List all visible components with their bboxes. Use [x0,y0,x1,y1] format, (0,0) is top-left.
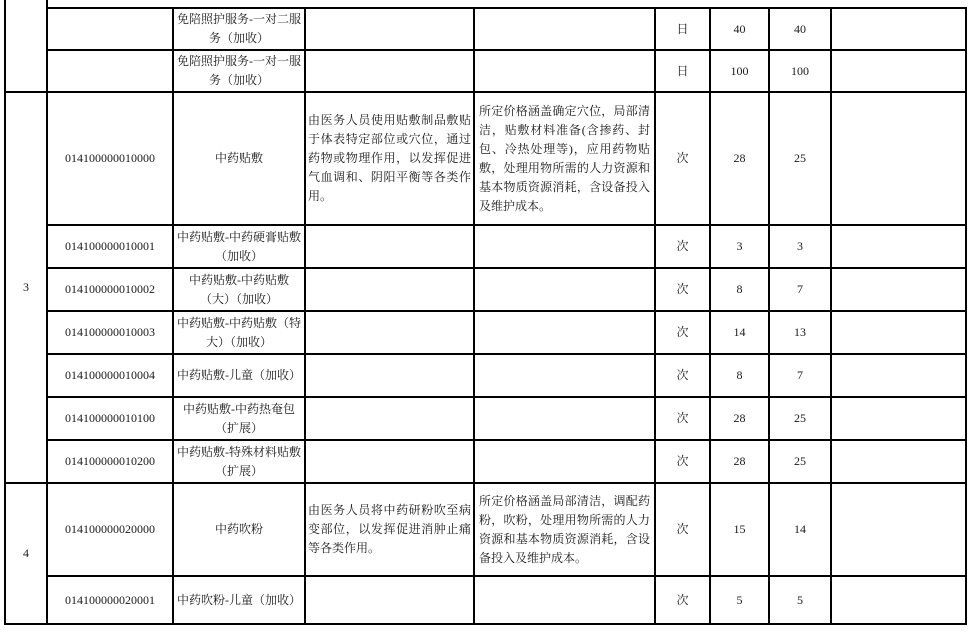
extra-cell [831,576,966,624]
price2-cell: 100 [769,50,831,92]
table-row [5,268,966,311]
price1-cell: 3 [710,225,769,268]
code-cell: 014100000010000 [47,92,173,225]
row-number-cell: 4 [5,483,47,624]
name-cell: 免陪照护服务-一对二服务（加收） [173,8,305,50]
name-cell: 中药贴敷-中药贴敷（大）（加收） [173,268,305,311]
code-cell [47,50,173,92]
name-cell: 中药贴敷-中药贴敷（特大）（加收） [173,311,305,354]
table-row [5,483,966,576]
price1-cell: 28 [710,397,769,440]
unit-cell: 次 [655,440,710,483]
price1-cell: 8 [710,268,769,311]
unit-cell: 次 [655,397,710,440]
price2-cell: 7 [769,268,831,311]
row-number-cell: 3 [5,92,47,483]
unit-cell: 日 [655,50,710,92]
price-scope-cell [474,397,655,440]
price2-cell: 3 [769,225,831,268]
price2-cell: 25 [769,440,831,483]
medical-service-price-table [4,7,967,625]
extra-cell [831,440,966,483]
table-row [5,354,966,397]
table-row [5,440,966,483]
extra-cell [831,225,966,268]
table-row [5,576,966,624]
description-cell [305,576,474,624]
name-cell: 中药贴敷-中药硬膏贴敷（加收） [173,225,305,268]
price2-cell: 5 [769,576,831,624]
price-scope-cell [474,268,655,311]
table-row [5,225,966,268]
name-cell: 中药吹粉-儿童（加收） [173,576,305,624]
description-cell [305,311,474,354]
extra-cell [831,268,966,311]
price-scope-cell [474,576,655,624]
code-cell: 014100000010003 [47,311,173,354]
table-row [5,50,966,92]
price-scope-cell [474,225,655,268]
price1-cell: 40 [710,8,769,50]
extra-cell [831,8,966,50]
table-row [5,92,966,225]
table-row [5,8,966,50]
description-cell: 由医务人员使用贴敷制品敷贴于体表特定部位或穴位，通过药物或物理作用，以发挥促进气血调和、阴阳平衡等各类作用。 [305,92,474,225]
description-cell [305,268,474,311]
table-row [5,311,966,354]
price-scope-cell [474,8,655,50]
code-cell: 014100000010001 [47,225,173,268]
unit-cell: 次 [655,483,710,576]
name-cell: 中药贴敷-儿童（加收） [173,354,305,397]
code-cell: 014100000010002 [47,268,173,311]
extra-cell [831,311,966,354]
unit-cell: 次 [655,225,710,268]
extra-cell [831,92,966,225]
price-scope-cell [474,440,655,483]
price-scope-cell [474,311,655,354]
price2-cell: 14 [769,483,831,576]
unit-cell: 日 [655,8,710,50]
price1-cell: 100 [710,50,769,92]
description-cell [305,397,474,440]
price-scope-cell: 所定价格涵盖局部清洁，调配药粉，吹粉，处理用物所需的人力资源和基本物质资源消耗，含设备投入及维护成本。 [474,483,655,576]
description-cell [305,354,474,397]
name-cell: 中药贴敷-特殊材料贴敷（扩展） [173,440,305,483]
code-cell: 014100000010200 [47,440,173,483]
description-cell [305,50,474,92]
price1-cell: 8 [710,354,769,397]
price1-cell: 15 [710,483,769,576]
extra-cell [831,483,966,576]
description-cell [305,440,474,483]
price2-cell: 25 [769,92,831,225]
price-scope-cell [474,50,655,92]
code-cell [47,8,173,50]
table-row [5,397,966,440]
price-scope-cell: 所定价格涵盖确定穴位，局部清洁，贴敷材料准备(含掺药、封包、冷热处理等)，应用药物贴敷，处理用物所需的人力资源和基本物质资源消耗，含设备投入及维护成本。 [474,92,655,225]
name-cell: 免陪照护服务-一对一服务（加收） [173,50,305,92]
unit-cell: 次 [655,311,710,354]
code-cell: 014100000020000 [47,483,173,576]
extra-cell [831,354,966,397]
price1-cell: 28 [710,440,769,483]
price1-cell: 28 [710,92,769,225]
unit-cell: 次 [655,92,710,225]
extra-cell [831,397,966,440]
price2-cell: 25 [769,397,831,440]
unit-cell: 次 [655,576,710,624]
price1-cell: 5 [710,576,769,624]
code-cell: 014100000010004 [47,354,173,397]
description-cell: 由医务人员将中药研粉吹至病变部位，以发挥促进消肿止痛等各类作用。 [305,483,474,576]
extra-cell [831,50,966,92]
unit-cell: 次 [655,268,710,311]
code-cell: 014100000010100 [47,397,173,440]
description-cell [305,225,474,268]
price2-cell: 7 [769,354,831,397]
code-cell: 014100000020001 [47,576,173,624]
name-cell: 中药吹粉 [173,483,305,576]
row-number-cell [5,8,47,92]
name-cell: 中药贴敷-中药热奄包（扩展） [173,397,305,440]
price1-cell: 14 [710,311,769,354]
price2-cell: 40 [769,8,831,50]
name-cell: 中药贴敷 [173,92,305,225]
unit-cell: 次 [655,354,710,397]
price-scope-cell [474,354,655,397]
price2-cell: 13 [769,311,831,354]
description-cell [305,8,474,50]
